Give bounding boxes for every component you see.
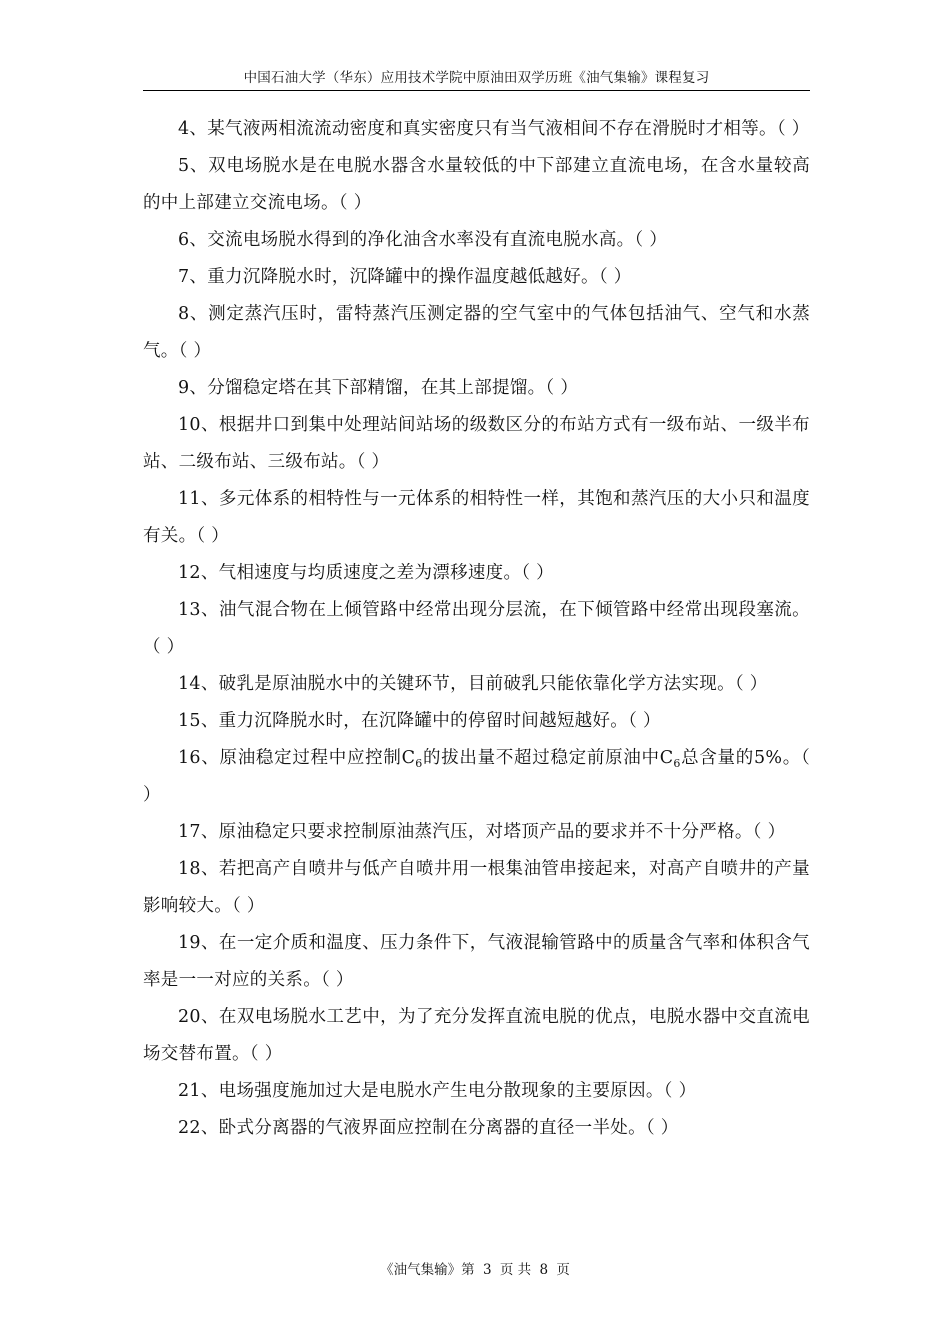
footer-of-label: 页 共 bbox=[499, 1262, 532, 1278]
question-16-subscript-b: 6 bbox=[673, 757, 681, 770]
question-16-part-a: 16、原油稳定过程中应控制C bbox=[178, 748, 416, 768]
question-20: 20、在双电场脱水工艺中，为了充分发挥直流电脱的优点，电脱水器中交直流电场交替布置。（ ） bbox=[143, 1007, 810, 1064]
question-11: 11、多元体系的相特性与一元体系的相特性一样，其饱和蒸汽压的大小只和温度有关。（ ） bbox=[143, 489, 810, 546]
question-6: 6、交流电场脱水得到的净化油含水率没有直流电脱水高。（ ） bbox=[178, 230, 668, 250]
question-12: 12、气相速度与均质速度之差为漂移速度。（ ） bbox=[178, 563, 554, 583]
footer-total-pages: 8 bbox=[539, 1262, 549, 1278]
question-4: 4、某气液两相流流动密度和真实密度只有当气液相间不存在滑脱时才相等。（ ） bbox=[178, 119, 810, 139]
question-19: 19、在一定介质和温度、压力条件下，气液混输管路中的质量含气率和体积含气率是一一对应的关系。（ ） bbox=[143, 933, 810, 990]
question-16-subscript-a: 6 bbox=[415, 757, 423, 770]
question-7: 7、重力沉降脱水时，沉降罐中的操作温度越低越好。（ ） bbox=[178, 267, 632, 287]
question-14: 14、破乳是原油脱水中的关键环节，目前破乳只能依靠化学方法实现。（ ） bbox=[178, 674, 768, 694]
header-title: 中国石油大学（华东）应用技术学院中原油田双学历班《油气集输》课程复习 bbox=[243, 70, 710, 86]
footer-course: 《油气集输》第 bbox=[380, 1262, 475, 1278]
page-footer bbox=[0, 1260, 950, 1280]
question-10: 10、根据井口到集中处理站间站场的级数区分的布站方式有一级布站、一级半布站、二级布站、三级布站。（ ） bbox=[143, 415, 810, 472]
question-13: 13、油气混合物在上倾管路中经常出现分层流，在下倾管路中经常出现段塞流。（ ） bbox=[143, 600, 810, 657]
page-header bbox=[143, 68, 810, 91]
question-16 bbox=[143, 740, 810, 814]
question-16-part-c: 总含量的5%。（ ） bbox=[143, 748, 811, 805]
question-list bbox=[143, 111, 810, 1147]
question-17: 17、原油稳定只要求控制原油蒸汽压，对塔顶产品的要求并不十分严格。（ ） bbox=[178, 822, 786, 842]
question-16-part-b: 的拔出量不超过稳定前原油中C bbox=[422, 748, 674, 768]
question-18: 18、若把高产自喷井与低产自喷井用一根集油管串接起来，对高产自喷井的产量影响较大。（ ） bbox=[143, 859, 810, 916]
question-22: 22、卧式分离器的气液界面应控制在分离器的直径一半处。（ ） bbox=[178, 1118, 679, 1138]
question-15: 15、重力沉降脱水时，在沉降罐中的停留时间越短越好。（ ） bbox=[178, 711, 661, 731]
question-5: 5、双电场脱水是在电脱水器含水量较低的中下部建立直流电场，在含水量较高的中上部建立交流电场。（ ） bbox=[143, 156, 810, 213]
footer-end-label: 页 bbox=[556, 1262, 570, 1278]
question-9: 9、分馏稳定塔在其下部精馏，在其上部提馏。（ ） bbox=[178, 378, 579, 398]
question-21: 21、电场强度施加过大是电脱水产生电分散现象的主要原因。（ ） bbox=[178, 1081, 697, 1101]
footer-page-number: 3 bbox=[482, 1262, 492, 1278]
question-8: 8、测定蒸汽压时，雷特蒸汽压测定器的空气室中的气体包括油气、空气和水蒸气。（ ） bbox=[143, 304, 810, 361]
